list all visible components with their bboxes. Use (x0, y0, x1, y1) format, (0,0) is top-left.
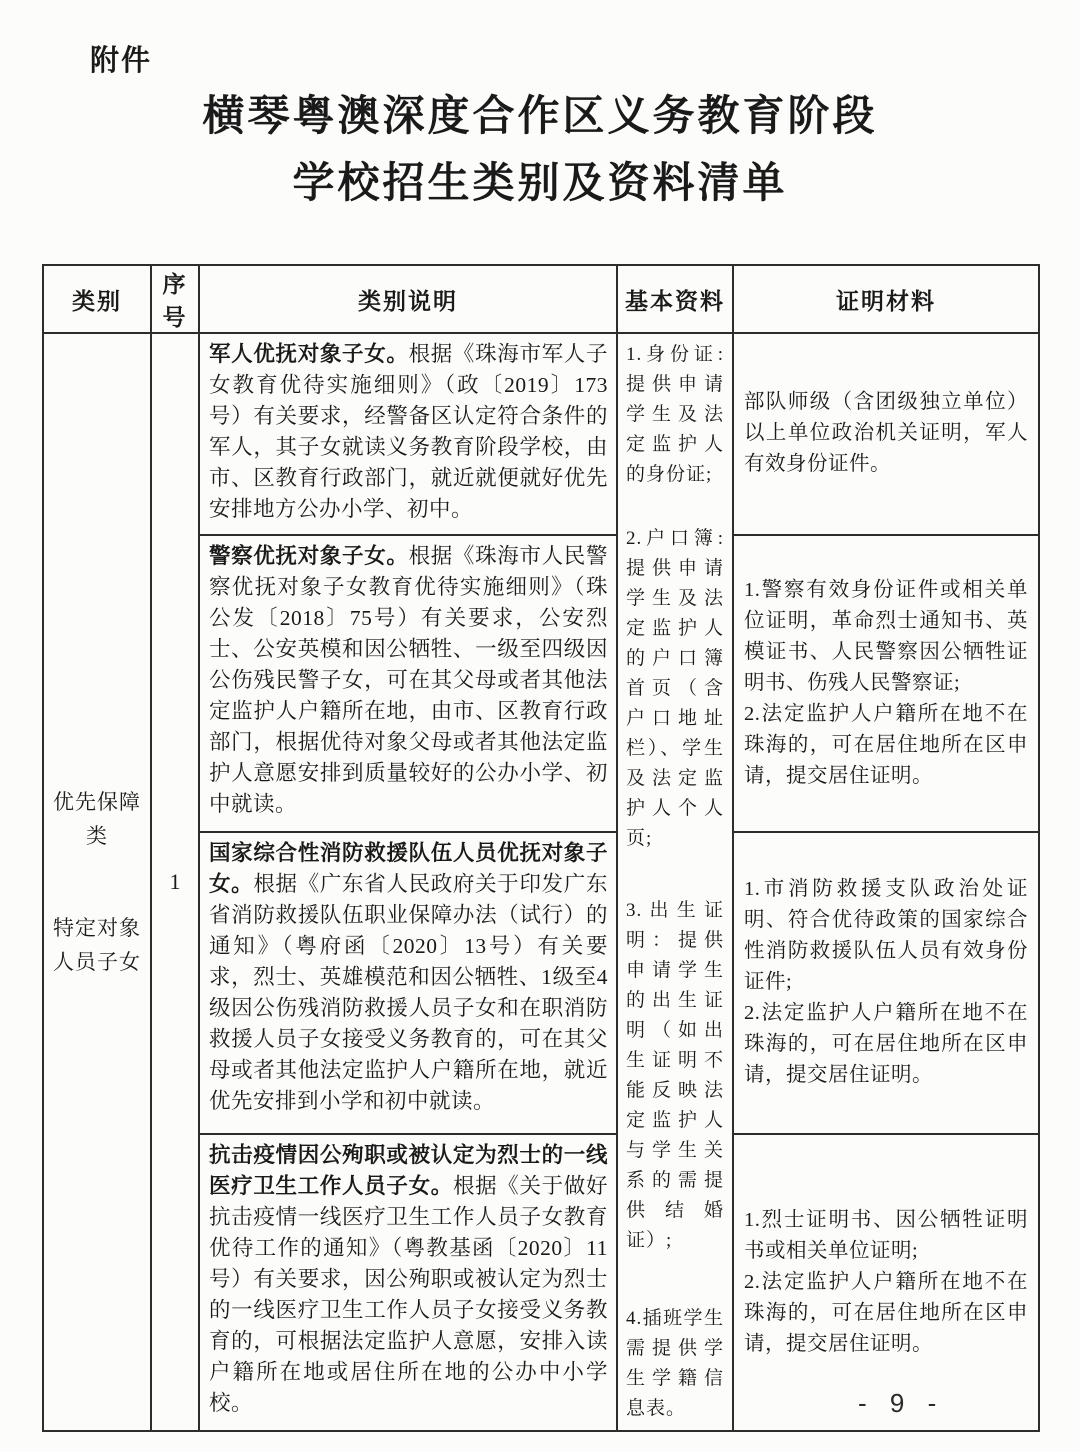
proof-item: 2.法定监护人户籍所在地不在珠海的，可在居住地所在区申请，提交居住证明。 (744, 702, 1028, 787)
table-header-row (43, 265, 1039, 333)
header-serial-number: 序号 (151, 265, 199, 333)
header-proof-materials: 证明材料 (733, 265, 1039, 333)
proof-cell-military (733, 333, 1039, 535)
table-row (43, 333, 1039, 535)
category-cell (43, 333, 151, 1431)
proof-item: 1.烈士证明书、因公牺牲证明书或相关单位证明; (744, 1208, 1028, 1262)
description-cell-police (199, 535, 617, 832)
description-text: 根据《珠海市军人子女教育优待实施细则》（政〔2019〕173号）有关要求，经警备区认定符合条件的军人，其子女就读义务教育阶段学校，由市、区教育行政部门，就近就便就好优先安排地方公办小学、初中。 (209, 342, 608, 521)
attachment-label: 附件 (90, 45, 153, 77)
description-lead: 抗击疫情因公殉职或被认定为烈士的一线医疗卫生工作人员子女。 (209, 1142, 608, 1198)
description-text: 根据《珠海市人民警察优抚对象子女教育优待实施细则》（珠公发〔2018〕75号）有关要求，公安烈士、公安英模和因公牺牲、一级至四级因公伤残民警子女，可在其父母或者其他法定监护人户籍所在地，由市、区教育行政部门，根据优待对象父母或者其他法定监护人意愿安排到质量较好的公办小学、初中就读。 (209, 543, 608, 816)
header-category: 类别 (43, 265, 151, 333)
header-basic-materials: 基本资料 (617, 265, 733, 333)
proof-item: 2.法定监护人户籍所在地不在珠海的，可在居住地所在区申请，提交居住证明。 (744, 1270, 1028, 1355)
basic-material-item-1: 1.身份证:提供申请学生及法定监护人的身份证; (626, 344, 724, 485)
proof-cell-fire-rescue (733, 832, 1039, 1134)
proof-item: 1.市消防救援支队政治处证明、符合优待政策的国家综合性消防救援队伍人员有效身份证件; (744, 878, 1028, 994)
title-line-2: 学校招生类别及资料清单 (292, 161, 788, 208)
proof-item: 2.法定监护人户籍所在地不在珠海的，可在居住地所在区申请，提交居住证明。 (744, 1002, 1028, 1087)
description-lead: 国家综合性消防救援队伍人员优抚对象子女。 (209, 840, 608, 896)
basic-material-item-2: 2.户口簿:提供申请学生及法定监护人的户口簿首页（含户口地址栏）、学生及法定监护人个人页; (626, 528, 724, 849)
page-number: - 9 - (858, 1388, 945, 1418)
description-cell-fire-rescue (199, 832, 617, 1134)
title-line-1: 横琴粤澳深度合作区义务教育阶段 (202, 94, 878, 140)
proof-item: 部队师级（含团级独立单位）以上单位政治机关证明，军人有效身份证件。 (744, 391, 1028, 476)
description-cell-military (199, 333, 617, 535)
enrollment-category-table (42, 264, 1040, 1432)
proof-cell-medical-worker (733, 1134, 1039, 1431)
description-lead: 警察优抚对象子女。 (209, 543, 409, 568)
basic-materials-cell (617, 333, 733, 1431)
serial-number-cell: 1 (151, 333, 199, 1431)
description-lead: 军人优抚对象子女。 (209, 342, 409, 366)
proof-item: 1.警察有效身份证件或相关单位证明，革命烈士通知书、英模证书、人民警察因公牺牲证明书、伤残人民警察证; (744, 578, 1028, 694)
description-text: 根据《关于做好抗击疫情一线医疗卫生工作人员子女教育优待工作的通知》（粤教基函〔2020〕11号）有关要求，因公殉职或被认定为烈士的一线医疗卫生工作人员子女接受义务教育的，可根据法定监护人意愿，安排入读户籍所在地或居住所在地的公办中小学校。 (209, 1173, 608, 1415)
description-text: 根据《广东省人民政府关于印发广东省消防救援队伍职业保障办法（试行）的通知》（粤府函〔2020〕13号）有关要求，烈士、英雄模范和因公牺牲、1级至4级因公伤残消防救援人员子女和在职消防救援人员子女接受义务教育的，可在其父母或者其他法定监护人户籍所在地，就近优先安排到小学和初中就读。 (209, 871, 608, 1113)
category-line-2: 特定对象人员子女 (53, 916, 141, 974)
proof-cell-police (733, 535, 1039, 832)
description-cell-medical-worker (199, 1134, 617, 1431)
category-line-1: 优先保障类 (53, 790, 141, 848)
document-title (0, 84, 1080, 218)
header-description: 类别说明 (199, 265, 617, 333)
basic-material-item-3: 3.出生证明：提供申请学生的出生证明（如出生证明不能反映法定监护人与学生关系的需提供结婚证）; (626, 900, 724, 1251)
basic-material-item-4: 4.插班学生需提供学生学籍信息表。 (626, 1308, 724, 1419)
